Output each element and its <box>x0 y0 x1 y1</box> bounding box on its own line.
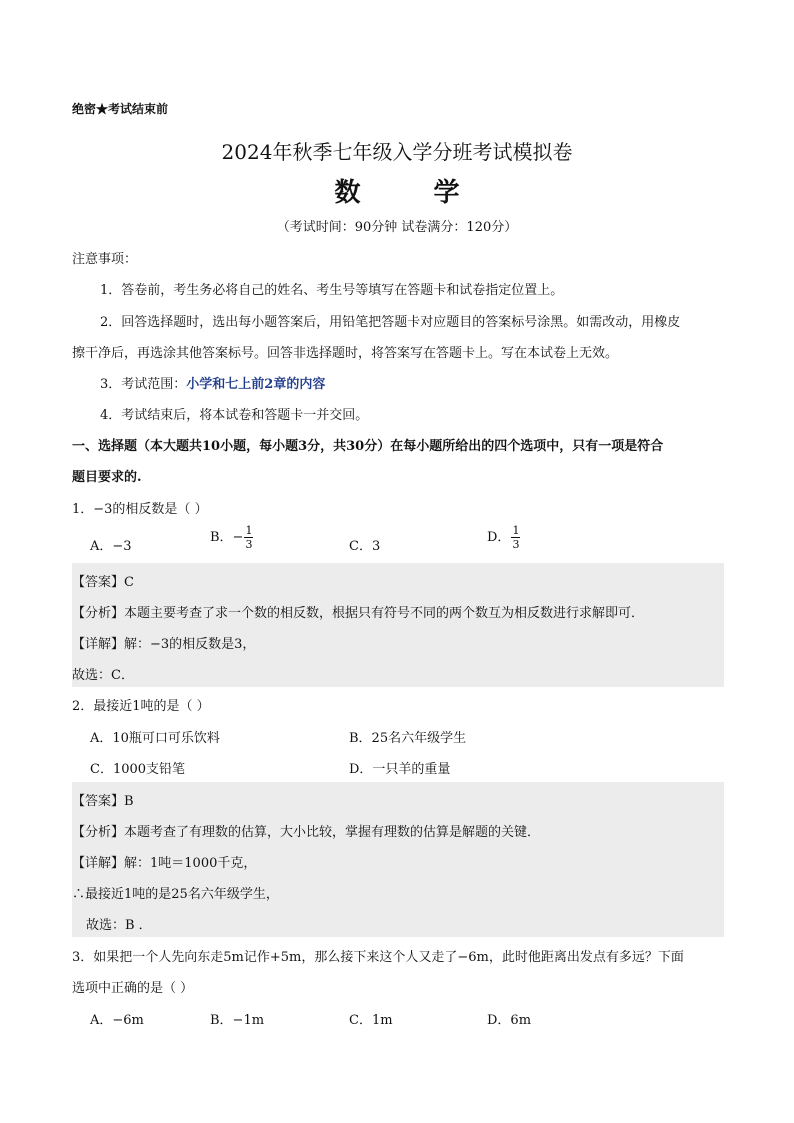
q1-option-a: A．−3 <box>90 539 132 554</box>
q2-detail: 【详解】解：1吨＝1000千克， <box>72 856 257 871</box>
note-3 <box>100 373 325 392</box>
note-4: 4．考试结束后，将本试卷和答题卡一并交回。 <box>100 408 369 423</box>
q2-option-a: A．10瓶可口可乐饮料 <box>90 731 220 746</box>
exam-info: （考试时间：90分钟 试卷满分：120分） <box>276 220 518 235</box>
q2-stem: 2．最接近1吨的是（ ） <box>72 699 210 714</box>
note-2-line-1: 2．回答选择题时，选出每小题答案后，用铅笔把答题卡对应题目的答案标号涂黑。如需改动，用橡皮 <box>100 315 681 330</box>
notes-heading: 注意事项： <box>72 252 138 267</box>
q1-stem: 1．−3的相反数是（ ） <box>72 502 208 517</box>
q1-option-d-prefix: D． <box>487 530 511 545</box>
q3-option-a: A．−6m <box>90 1013 144 1028</box>
q3-stem-line-1: 3．如果把一个人先向东走5m记作+5m，那么接下来这个人又走了−6m，此时他距离出发点有多远？下面 <box>72 950 684 965</box>
q1-option-c: C．3 <box>349 539 381 554</box>
q3-stem-line-2: 选项中正确的是（ ） <box>72 981 194 996</box>
q1-answer: 【答案】C <box>72 575 134 590</box>
q1-conclusion: 故选：C． <box>72 668 134 683</box>
q2-answer: 【答案】B <box>72 794 134 809</box>
q1-option-b <box>210 525 253 550</box>
q1-option-b-fraction <box>244 525 253 550</box>
q2-therefore: ∴最接近1吨的是25名六年级学生， <box>72 887 279 902</box>
q1-option-d <box>487 525 520 550</box>
note-3-prefix: 3．考试范围： <box>100 377 187 392</box>
q1-option-d-fraction <box>511 525 520 550</box>
fraction-denominator: 3 <box>512 538 520 551</box>
q1-detail: 【详解】解：−3的相反数是3， <box>72 637 256 652</box>
fraction-numerator: 1 <box>245 524 253 537</box>
q2-option-b: B．25名六年级学生 <box>349 731 467 746</box>
section-heading-line-2: 题目要求的. <box>72 470 142 485</box>
q2-option-d: D．一只羊的重量 <box>349 762 451 777</box>
fraction-denominator: 3 <box>245 538 253 551</box>
confidential-label: 绝密★考试结束前 <box>72 102 169 116</box>
note-2-line-2: 擦干净后，再选涂其他答案标号。回答非选择题时，将答案写在答题卡上。写在本试卷上无效。 <box>72 346 619 361</box>
q3-option-d: D．6m <box>487 1013 532 1028</box>
q1-option-b-prefix: B．− <box>210 530 244 545</box>
q2-conclusion: 故选：B ． <box>86 918 152 933</box>
subject-title: 数 学 <box>334 178 492 208</box>
note-3-scope: 小学和七上前2章的内容 <box>186 377 326 392</box>
fraction-numerator: 1 <box>512 524 520 537</box>
section-heading-line-1: 一、选择题（本大题共10小题，每小题3分，共30分）在每小题所给出的四个选项中，只有一项是符合 <box>72 439 664 454</box>
q1-solution-box <box>72 563 724 687</box>
note-1: 1．答卷前，考生务必将自己的姓名、考生号等填写在答题卡和试卷指定位置上。 <box>100 283 564 298</box>
q3-option-c: C．1m <box>349 1013 393 1028</box>
q1-analysis: 【分析】本题主要考查了求一个数的相反数，根据只有符号不同的两个数互为相反数进行求解即可． <box>72 606 645 621</box>
q3-option-b: B．−1m <box>210 1013 265 1028</box>
q2-analysis: 【分析】本题考查了有理数的估算，大小比较，掌握有理数的估算是解题的关键． <box>72 825 541 840</box>
q2-option-c: C．1000支铅笔 <box>90 762 186 777</box>
exam-title: 2024年秋季七年级入学分班考试模拟卷 <box>221 140 573 164</box>
